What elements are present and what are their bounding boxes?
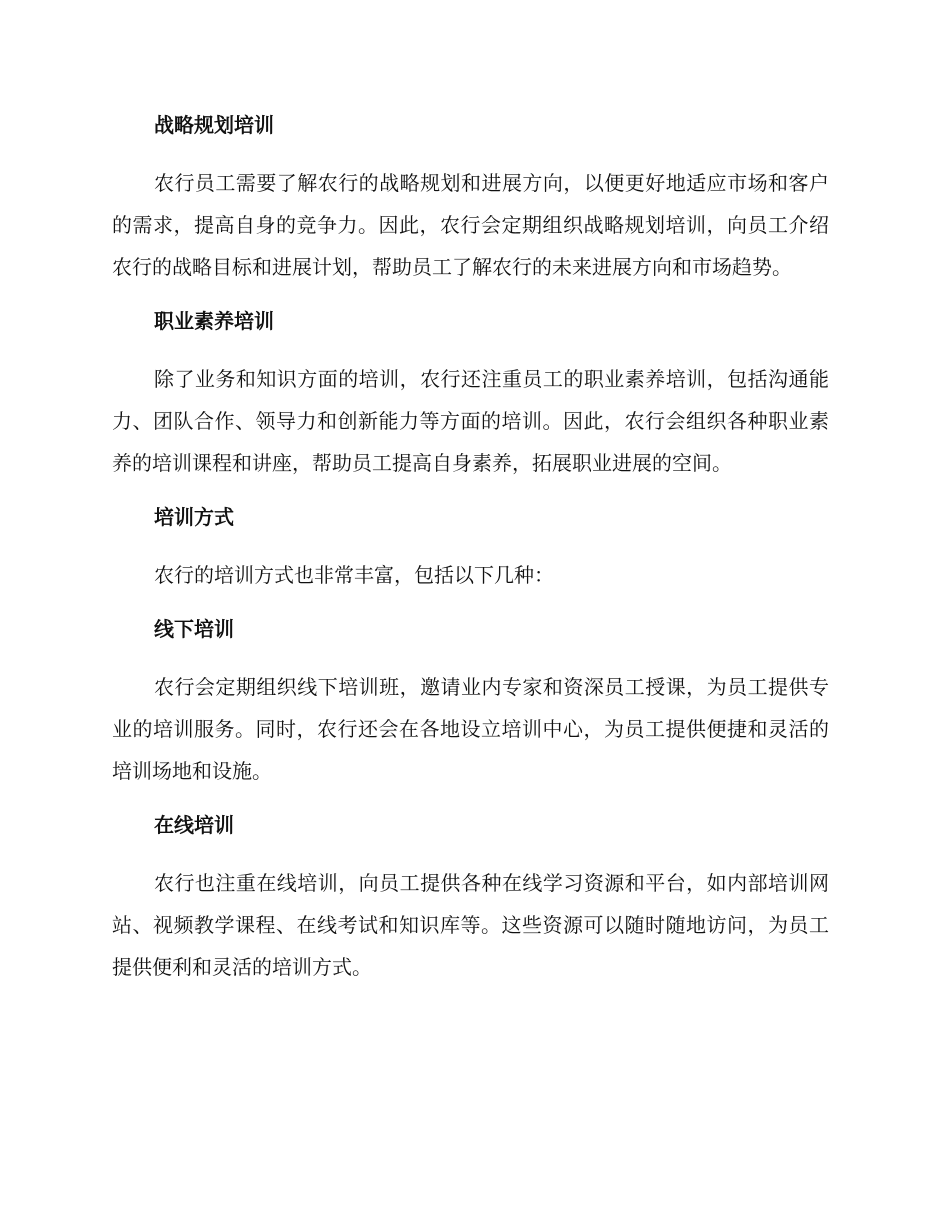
section-paragraph-professionalism: 除了业务和知识方面的培训，农行还注重员工的职业素养培训，包括沟通能力、团队合作、领导力和创新能力等方面的培训。因此，农行会组织各种职业素养的培训课程和讲座，帮助员工提高自身素养，拓展职业进展的空间。 [112,367,829,475]
section-heading-offline-training: 线下培训 [154,617,234,641]
section-paragraph-training-methods: 农行的培训方式也非常丰富，包括以下几种： [154,563,554,587]
section-paragraph-strategy: 农行员工需要了解农行的战略规划和进展方向，以便更好地适应市场和客户的需求，提高自身的竞争力。因此，农行会定期组织战略规划培训，向员工介绍农行的战略目标和进展计划，帮助员工了解农行的未来进展方向和市场趋势。 [112,171,829,279]
section-paragraph-online-training: 农行也注重在线培训，向员工提供各种在线学习资源和平台，如内部培训网站、视频教学课程、在线考试和知识库等。这些资源可以随时随地访问，为员工提供便利和灵活的培训方式。 [112,871,829,979]
section-paragraph-offline-training: 农行会定期组织线下培训班，邀请业内专家和资深员工授课，为员工提供专业的培训服务。同时，农行还会在各地设立培训中心，为员工提供便捷和灵活的培训场地和设施。 [112,675,829,783]
section-heading-strategy: 战略规划培训 [154,113,274,137]
section-heading-training-methods: 培训方式 [154,505,234,529]
section-heading-professionalism: 职业素养培训 [154,309,274,333]
section-heading-online-training: 在线培训 [154,813,234,837]
